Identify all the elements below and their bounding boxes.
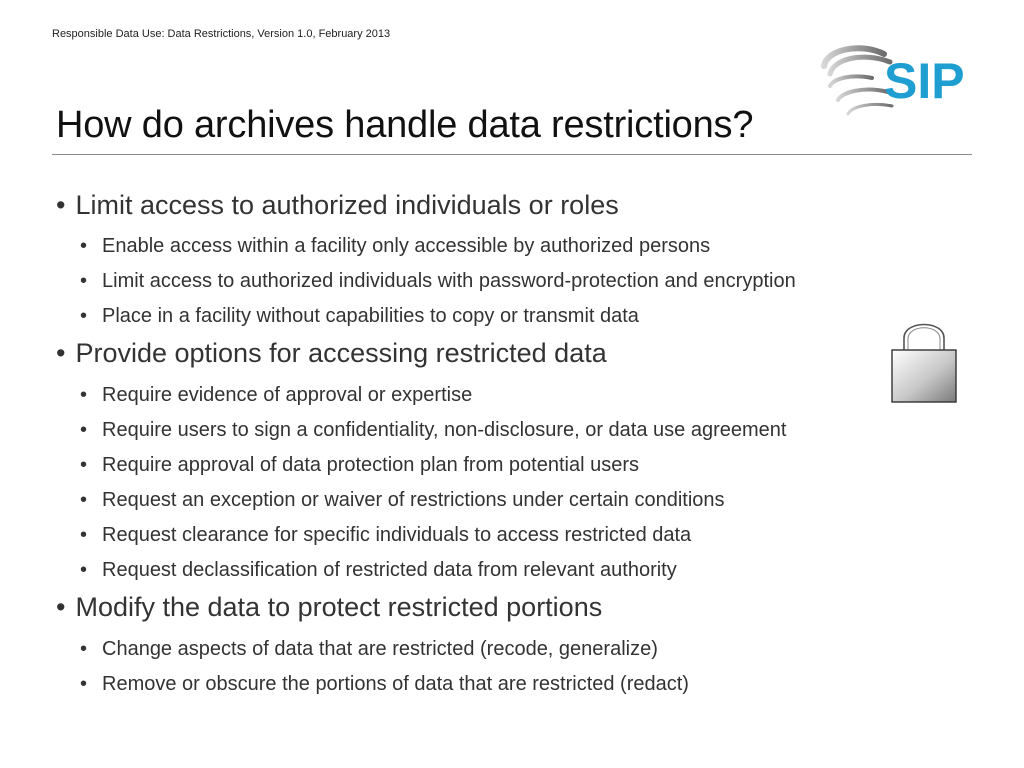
section-heading-text: Limit access to authorized individuals or roles <box>75 190 619 220</box>
bullet-glyph: • <box>80 419 88 441</box>
bullet-glyph: • <box>80 673 88 695</box>
list-item <box>80 673 689 696</box>
section-heading-text: Modify the data to protect restricted portions <box>75 592 603 622</box>
title-divider <box>52 154 972 155</box>
bullet-glyph: • <box>56 592 66 622</box>
list-item-text: Change aspects of data that are restricted (recode, generalize) <box>102 638 658 660</box>
bullet-glyph: • <box>56 338 66 368</box>
slide-title: How do archives handle data restrictions? <box>56 104 754 146</box>
bullet-glyph: • <box>80 638 88 660</box>
list-item <box>80 524 691 547</box>
padlock-icon <box>888 310 960 406</box>
list-item-text: Request declassification of restricted data from relevant authority <box>102 559 677 581</box>
swirl-icon <box>824 48 892 114</box>
list-item <box>80 235 710 258</box>
list-item-text: Require users to sign a confidentiality, non-disclosure, or data use agreement <box>102 419 787 441</box>
section-heading <box>56 338 607 369</box>
bullet-glyph: • <box>80 270 88 292</box>
esip-logo <box>812 36 972 120</box>
section-heading <box>56 592 602 623</box>
bullet-glyph: • <box>80 384 88 406</box>
list-item-text: Limit access to authorized individuals with password-protection and encryption <box>102 270 796 292</box>
section-heading <box>56 190 619 221</box>
section-heading-text: Provide options for accessing restricted data <box>75 338 607 368</box>
bullet-glyph: • <box>80 524 88 546</box>
list-item-text: Remove or obscure the portions of data that are restricted (redact) <box>102 673 689 695</box>
list-item <box>80 638 658 661</box>
bullet-glyph: • <box>80 489 88 511</box>
list-item-text: Require evidence of approval or expertise <box>102 384 473 406</box>
list-item <box>80 305 639 328</box>
bullet-glyph: • <box>80 305 88 327</box>
bullet-glyph: • <box>80 235 88 257</box>
bullet-glyph: • <box>80 454 88 476</box>
list-item <box>80 454 639 477</box>
list-item <box>80 384 472 407</box>
list-item-text: Require approval of data protection plan from potential users <box>102 454 639 476</box>
list-item-text: Request clearance for specific individuals to access restricted data <box>102 524 692 546</box>
list-item <box>80 489 725 512</box>
list-item-text: Place in a facility without capabilities to copy or transmit data <box>102 305 639 327</box>
bullet-glyph: • <box>56 190 66 220</box>
list-item <box>80 559 677 582</box>
slide-header: Responsible Data Use: Data Restrictions, Version 1.0, February 2013 <box>52 28 391 40</box>
list-item <box>80 419 786 442</box>
list-item-text: Request an exception or waiver of restrictions under certain conditions <box>102 489 725 511</box>
list-item <box>80 270 796 293</box>
logo-text: SIP <box>884 53 965 109</box>
bullet-glyph: • <box>80 559 88 581</box>
list-item-text: Enable access within a facility only accessible by authorized persons <box>102 235 711 257</box>
